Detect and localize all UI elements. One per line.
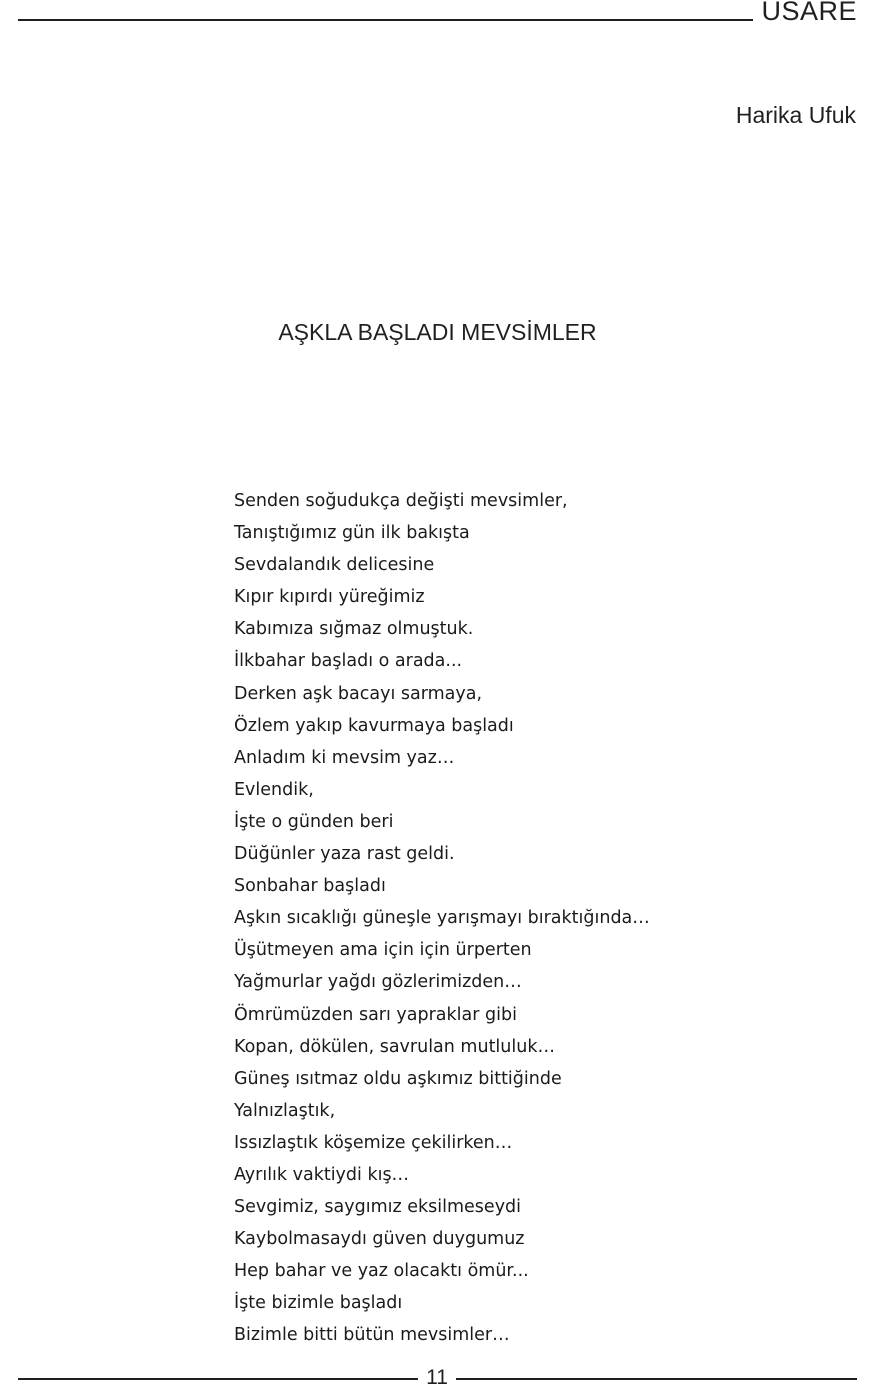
poem-line: Issızlaştık köşemize çekilirken… — [234, 1132, 513, 1153]
poem-line: Senden soğudukça değişti mevsimler, — [234, 491, 568, 511]
footer-rule-right — [456, 1378, 857, 1380]
poem-line: Sevdalandık delicesine — [234, 555, 435, 576]
journal-name: USARE — [761, 0, 857, 26]
poem-line: Kopan, dökülen, savrulan mutluluk… — [234, 1036, 555, 1057]
poem-line: Kıpır kıpırdı yüreğimiz — [234, 587, 425, 608]
poem-line: Bizimle bitti bütün mevsimler… — [234, 1325, 510, 1346]
poem-line: İşte bizimle başladı — [234, 1293, 403, 1314]
poem-line: Güneş ısıtmaz oldu aşkımız bittiğinde — [234, 1068, 562, 1089]
poem-line: Ömrümüzden sarı yapraklar gibi — [234, 1004, 517, 1025]
page-number: 11 — [426, 1366, 448, 1389]
footer-rule-left — [18, 1378, 418, 1380]
poem-line: Hep bahar ve yaz olacaktı ömür... — [234, 1261, 529, 1282]
poem-line: Kabımıza sığmaz olmuştuk. — [234, 619, 474, 640]
poem-line: Derken aşk bacayı sarmaya, — [234, 683, 483, 704]
poem-line: Evlendik, — [234, 779, 314, 800]
poem-line: İşte o günden beri — [234, 811, 394, 832]
poem-line: Düğünler yaza rast geldi. — [234, 844, 455, 865]
poem-line: Aşkın sıcaklığı güneşle yarışmayı bıraktığında… — [234, 908, 650, 929]
poem-line: Ayrılık vaktiydi kış… — [234, 1164, 410, 1185]
poem-title: AŞKLA BAŞLADI MEVSİMLER — [278, 319, 597, 345]
poem-line: Sevgimiz, saygımız eksilmeseydi — [234, 1197, 522, 1218]
author-name: Harika Ufuk — [735, 102, 856, 128]
poem-line: İlkbahar başladı o arada... — [234, 651, 463, 672]
poem-line: Anladım ki mevsim yaz… — [234, 747, 455, 768]
poem-body — [234, 485, 650, 1352]
poem-line: Kaybolmasaydı güven duygumuz — [234, 1229, 525, 1250]
poem-line: Sonbahar başladı — [234, 876, 386, 897]
poem-line: Yağmurlar yağdı gözlerimizden… — [234, 972, 522, 993]
header-rule — [18, 19, 753, 21]
poem-line: Özlem yakıp kavurmaya başladı — [234, 715, 514, 736]
poem-line: Yalnızlaştık, — [234, 1100, 336, 1121]
poem-line: Tanıştığımız gün ilk bakışta — [234, 523, 470, 544]
poem-line: Üşütmeyen ama için için ürperten — [234, 940, 532, 961]
